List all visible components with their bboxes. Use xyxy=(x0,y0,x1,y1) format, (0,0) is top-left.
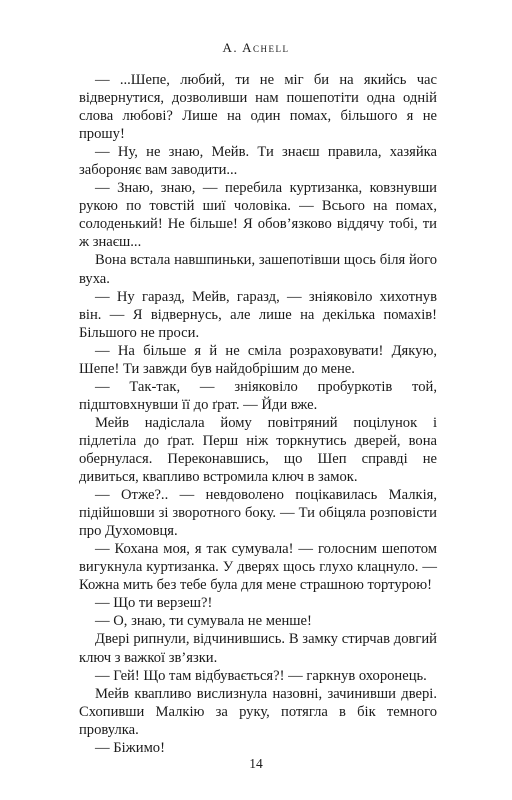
paragraph: — О, знаю, ти сумувала не менше! xyxy=(95,613,312,630)
running-head: A. Achell xyxy=(222,40,290,55)
paragraph: — Ну, не знаю, Мейв. Ти знаєш правила, хазяйка забороняє вам заводити... xyxy=(79,144,437,179)
paragraph: — На більше я й не сміла розраховувати! Дякую, Шепе! Ти завжди був найдобрішим до мене. xyxy=(79,342,437,377)
paragraph: Мейв квапливо вислизнула назовні, зачинивши двері. Схопивши Малкію за руку, потягла в бік темного провулка. xyxy=(79,685,437,738)
paragraph: Двері рипнули, відчинившись. В замку стирчав довгий ключ з важкої зв’язки. xyxy=(79,631,437,666)
paragraph: — Так-так, — зніяковіло пробуркотів той, підштовхнувши її до ґрат. — Йди вже. xyxy=(79,378,437,413)
paragraph: — Гей! Що там відбувається?! — гаркнув охоронець. xyxy=(95,667,427,684)
page-number: 14 xyxy=(249,756,263,771)
paragraph: — Кохана моя, я так сумувала! — голосним шепотом вигукнула куртизанка. У дверях щось глухо клацнуло. — Кожна мить без тебе була для мене страшною тортурою! xyxy=(79,541,437,594)
paragraph: Вона встала навшпиньки, зашепотівши щось біля його вуха. xyxy=(79,252,437,287)
paragraph: Мейв надіслала йому повітряний поцілунок і підлетіла до ґрат. Перш ніж торкнутись дверей, вона обернулася. Переконавшись, що Шеп справді не дивиться, квапливо встромила ключ в замок. xyxy=(79,414,437,486)
paragraph: — Знаю, знаю, — перебила куртизанка, ковзнувши рукою по товстій шиї чоловіка. — Всього на помах, солоденький! Не більше! Я обов’язково віддячу тобі, ти ж знаєш... xyxy=(79,180,437,251)
paragraph: — ...Шепе, любий, ти не міг би на якийсь час відвернутися, дозволивши нам пошепотіти одна одній слова любові? Лише на один помах, більшого я не прошу! xyxy=(79,72,437,143)
paragraph: — Що ти верзеш?! xyxy=(95,595,213,612)
paragraph: — Біжимо! xyxy=(95,739,165,756)
body-text xyxy=(79,71,437,757)
paragraph: — Ну гаразд, Мейв, гаразд, — зніяковіло хихотнув він. — Я відвернусь, але лише на декілька помахів! Більшого не проси. xyxy=(79,288,437,341)
paragraph: — Отже?.. — невдоволено поцікавилась Малкія, підійшовши зі зворотного боку. — Ти обіцяла розповісти про Духомовця. xyxy=(79,487,437,540)
